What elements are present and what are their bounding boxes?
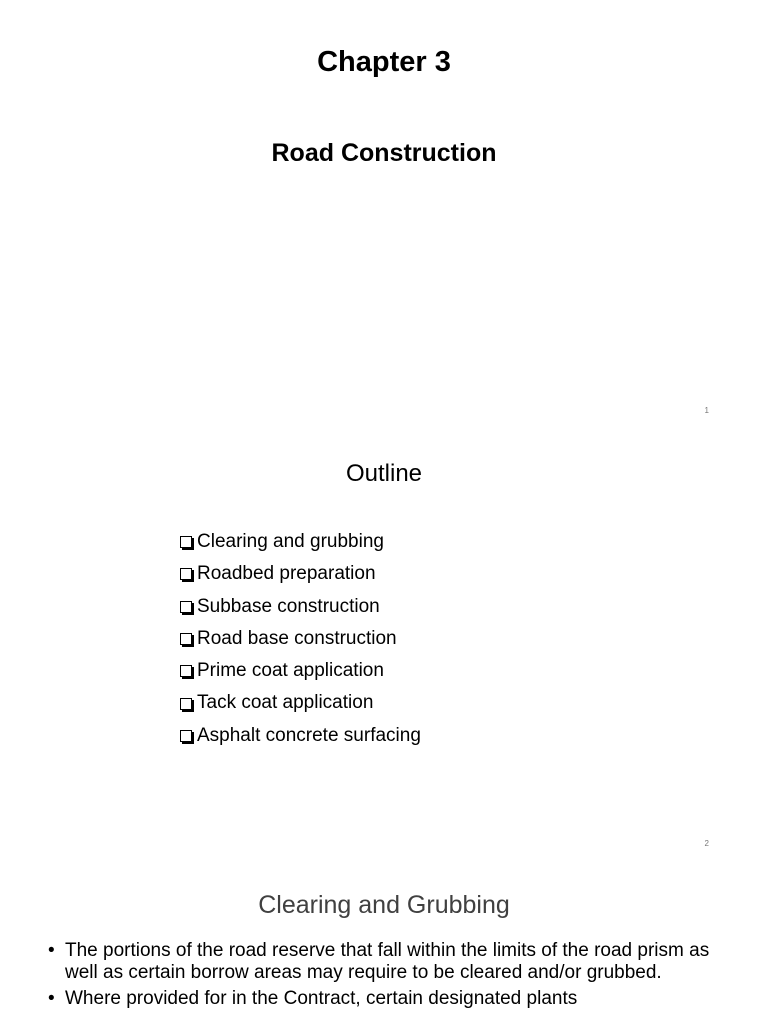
outline-item — [180, 558, 421, 590]
slide-1 — [0, 0, 768, 432]
outline-item-label: Clearing and grubbing — [197, 531, 384, 552]
slide-3 — [0, 865, 768, 1024]
checkbox-icon — [180, 730, 192, 742]
outline-item — [180, 687, 421, 719]
outline-item — [180, 526, 421, 558]
section-title: Clearing and Grubbing — [258, 891, 510, 919]
checkbox-icon — [180, 568, 192, 580]
chapter-title: Chapter 3 — [317, 46, 451, 78]
checkbox-icon — [180, 536, 192, 548]
page-number: 2 — [704, 839, 709, 848]
outline-list — [180, 526, 421, 752]
outline-item-label: Asphalt concrete surfacing — [197, 724, 421, 746]
checkbox-icon — [180, 698, 192, 710]
bullet-item — [48, 988, 718, 1010]
outline-item — [180, 720, 421, 752]
bullet-text: The portions of the road reserve that fall within the limits of the road prism as well as certain borrow areas may require to be cleared and/or grubbed. — [65, 940, 710, 983]
page-number: 1 — [704, 406, 709, 415]
outline-item-label: Prime coat application — [197, 660, 384, 682]
bullet-icon: • — [48, 988, 55, 1009]
bullet-item — [48, 940, 718, 984]
bullet-text: Where provided for in the Contract, certain designated plants — [65, 988, 578, 1009]
outline-item-label: Subbase construction — [197, 595, 380, 617]
chapter-subtitle: Road Construction — [271, 139, 497, 167]
outline-item — [180, 591, 421, 623]
outline-item — [180, 655, 421, 687]
checkbox-icon — [180, 601, 192, 613]
checkbox-icon — [180, 665, 192, 677]
bullet-list — [48, 940, 718, 1014]
outline-item-label: Roadbed preparation — [197, 563, 376, 585]
outline-title: Outline — [345, 460, 423, 487]
outline-item-label: Tack coat application — [197, 692, 374, 714]
outline-item — [180, 623, 421, 655]
checkbox-icon — [180, 633, 192, 645]
bullet-icon: • — [48, 940, 55, 961]
slide-2 — [0, 432, 768, 865]
outline-item-label: Road base construction — [197, 627, 397, 649]
